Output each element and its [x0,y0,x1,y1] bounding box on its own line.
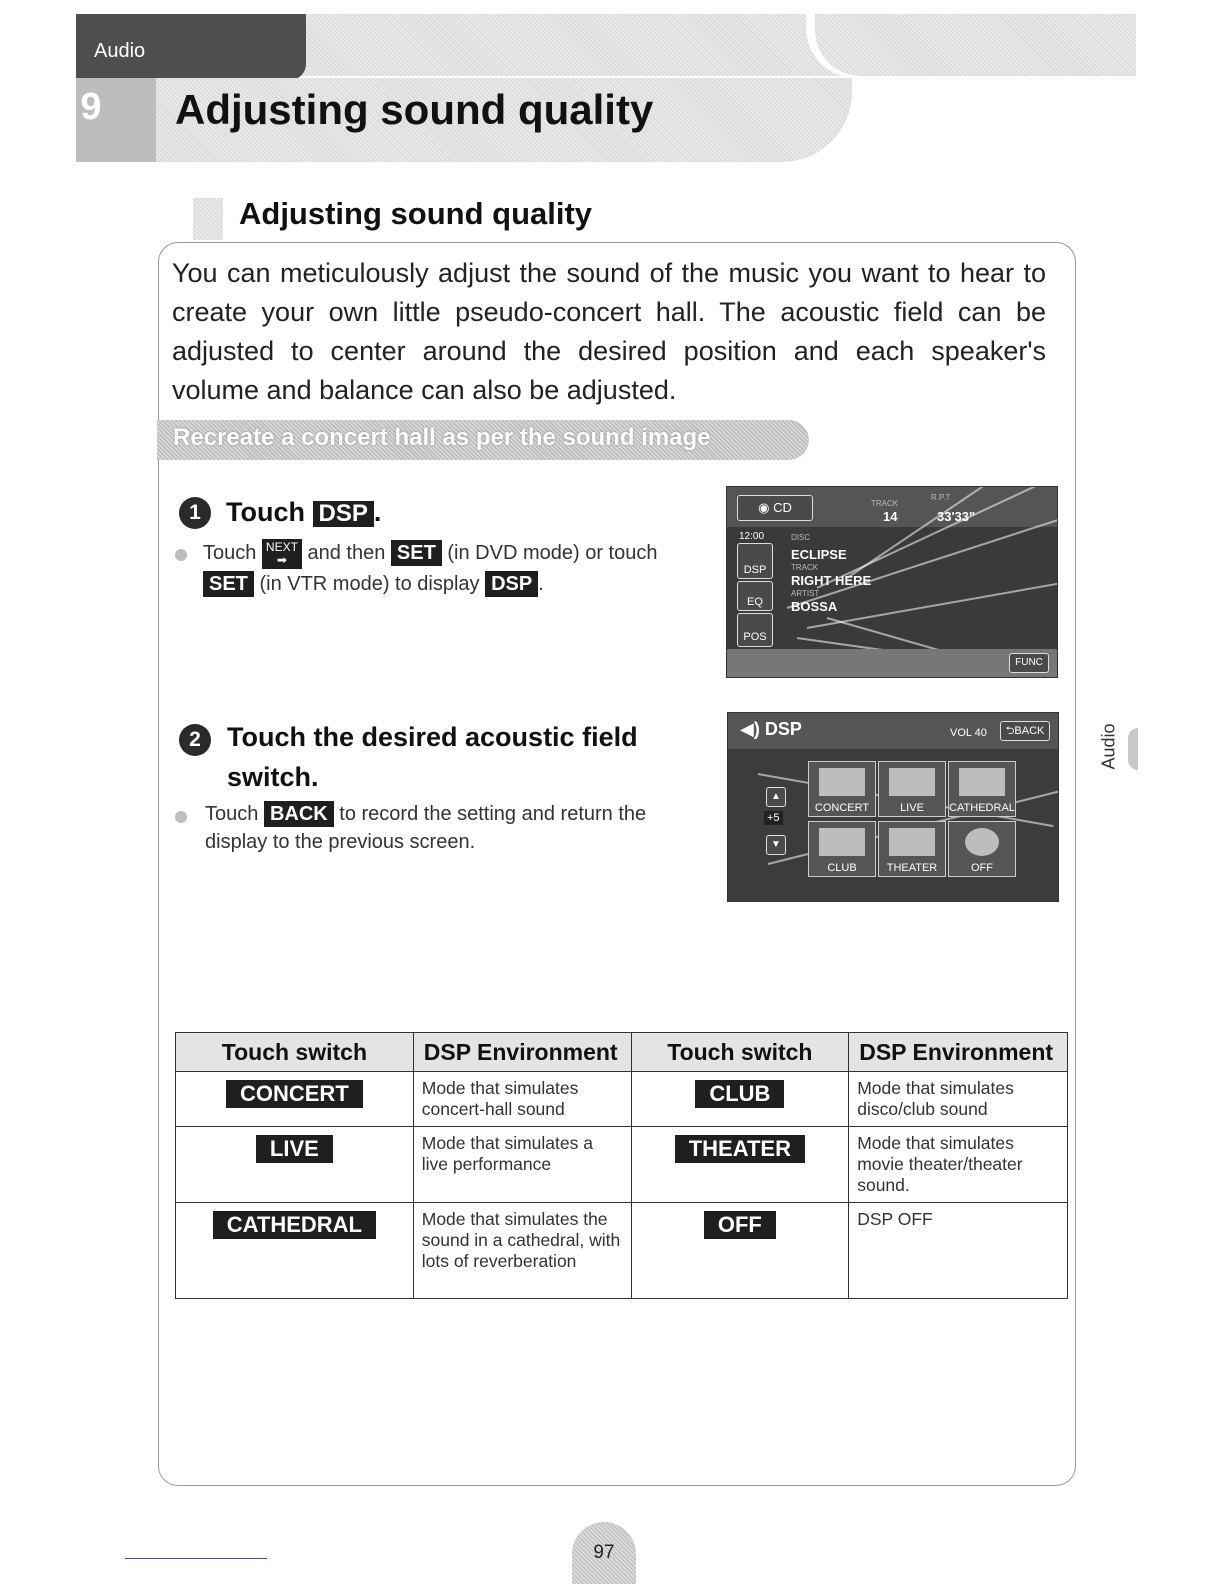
theater-switch: THEATER [675,1135,805,1163]
disc-icon: ◉ [758,500,770,515]
concert-switch: CONCERT [226,1080,363,1108]
dsp-mode-table [175,1032,1068,1299]
dsp-tag: DSP [485,571,538,597]
step-1-title: Touch DSP . [226,497,382,527]
footer-line [125,1558,267,1559]
table-cell: DSP OFF [849,1203,1068,1299]
next-tag: NEXT ➡ [262,539,302,569]
club-switch: CLUB [695,1080,784,1108]
mode-concert-tile: CONCERT [808,761,876,817]
section-title: Adjusting sound quality [239,196,593,231]
level-readout: +5 [764,811,783,825]
off-switch: OFF [704,1211,776,1239]
chapter-number: 9 [80,86,102,128]
cd-source-button: ◉ CD [737,495,813,521]
table-cell: Mode that simulates concert-hall sound [413,1072,631,1127]
title-label: TRACK [791,563,819,572]
table-header: Touch switch [631,1033,849,1072]
level-down-icon: ▼ [766,835,786,855]
cathedral-switch: CATHEDRAL [213,1211,376,1239]
set-tag: SET [391,540,442,566]
step-2-number: 2 [179,724,211,756]
screen-back-button: ⮌BACK [1000,721,1050,741]
time-value: 33'33" [937,509,976,524]
speaker-icon: ◀) [740,719,760,739]
set-tag: SET [203,571,254,597]
track-label: TRACK [871,499,899,508]
dsp-screen-screenshot [727,712,1059,902]
step-2-title: Touch the desired acoustic field switch. [227,722,638,792]
header-curve-shade [815,14,1136,76]
disc-value: ECLIPSE [791,547,847,562]
disc-label: DISC [791,533,811,542]
time-label: R.P.T [931,493,951,502]
live-switch: LIVE [256,1135,333,1163]
table-row [176,1072,1068,1127]
mode-theater-tile: THEATER [878,821,946,877]
artist-label: ARTIST [791,589,820,598]
step-1-note: Touch NEXT ➡ and then SET (in DVD mode) or touch SET (in VTR mode) to display DSP . [203,539,658,595]
table-cell: Mode that simulates movie theater/theater sound. [849,1127,1068,1203]
title-value: RIGHT HERE [791,573,872,588]
table-cell: Mode that simulates the sound in a cathedral, with lots of reverberation [413,1203,631,1299]
screen-func-button: FUNC [1009,653,1049,673]
side-tab-marker [1128,728,1138,770]
step-2-note: Touch BACK to record the setting and return the display to the previous screen. [205,803,647,853]
table-header-row [176,1033,1068,1072]
table-row [176,1127,1068,1203]
mode-live-tile: LIVE [878,761,946,817]
section-tab-label: Audio [94,40,146,62]
volume-readout: VOL 40 [950,727,987,739]
table-cell: Mode that simulates a live performance [413,1127,631,1203]
return-icon: ⮌ [1005,725,1015,737]
clock: 12:00 [739,531,765,542]
banner-text: Recreate a concert hall as per the sound image [173,424,711,451]
dsp-tag: DSP [313,501,374,527]
mode-cathedral-tile: CATHEDRAL [948,761,1016,817]
section-marker [193,198,223,240]
page-title: Adjusting sound quality [175,86,654,133]
intro-paragraph: You can meticulously adjust the sound of the music you want to hear to create your own little pseudo-concert hall. The acoustic field can be adjusted to center around the desired position and each speaker's volume and balance can also be adjusted. [172,258,1046,405]
step-1-number: 1 [179,497,211,529]
bullet [175,549,187,561]
side-tab: Audio [1098,723,1119,770]
table-header: DSP Environment [849,1033,1068,1072]
artist-value: BOSSA [791,599,838,614]
audio-screen-screenshot [726,486,1058,678]
bullet [175,811,187,823]
table-header: Touch switch [176,1033,414,1072]
screen-pos-button: POS [737,613,773,647]
table-cell: Mode that simulates disco/club sound [849,1072,1068,1127]
screen-dsp-button: DSP [737,543,773,579]
mode-club-tile: CLUB [808,821,876,877]
screen-eq-button: EQ [737,581,773,611]
level-up-icon: ▲ [766,787,786,807]
track-value: 14 [883,509,898,524]
mode-off-tile: OFF [948,821,1016,877]
table-row [176,1203,1068,1299]
page-number: 97 [593,1542,615,1563]
back-tag: BACK [264,801,334,827]
dsp-screen-title: ◀) DSP [740,719,802,739]
table-header: DSP Environment [413,1033,631,1072]
